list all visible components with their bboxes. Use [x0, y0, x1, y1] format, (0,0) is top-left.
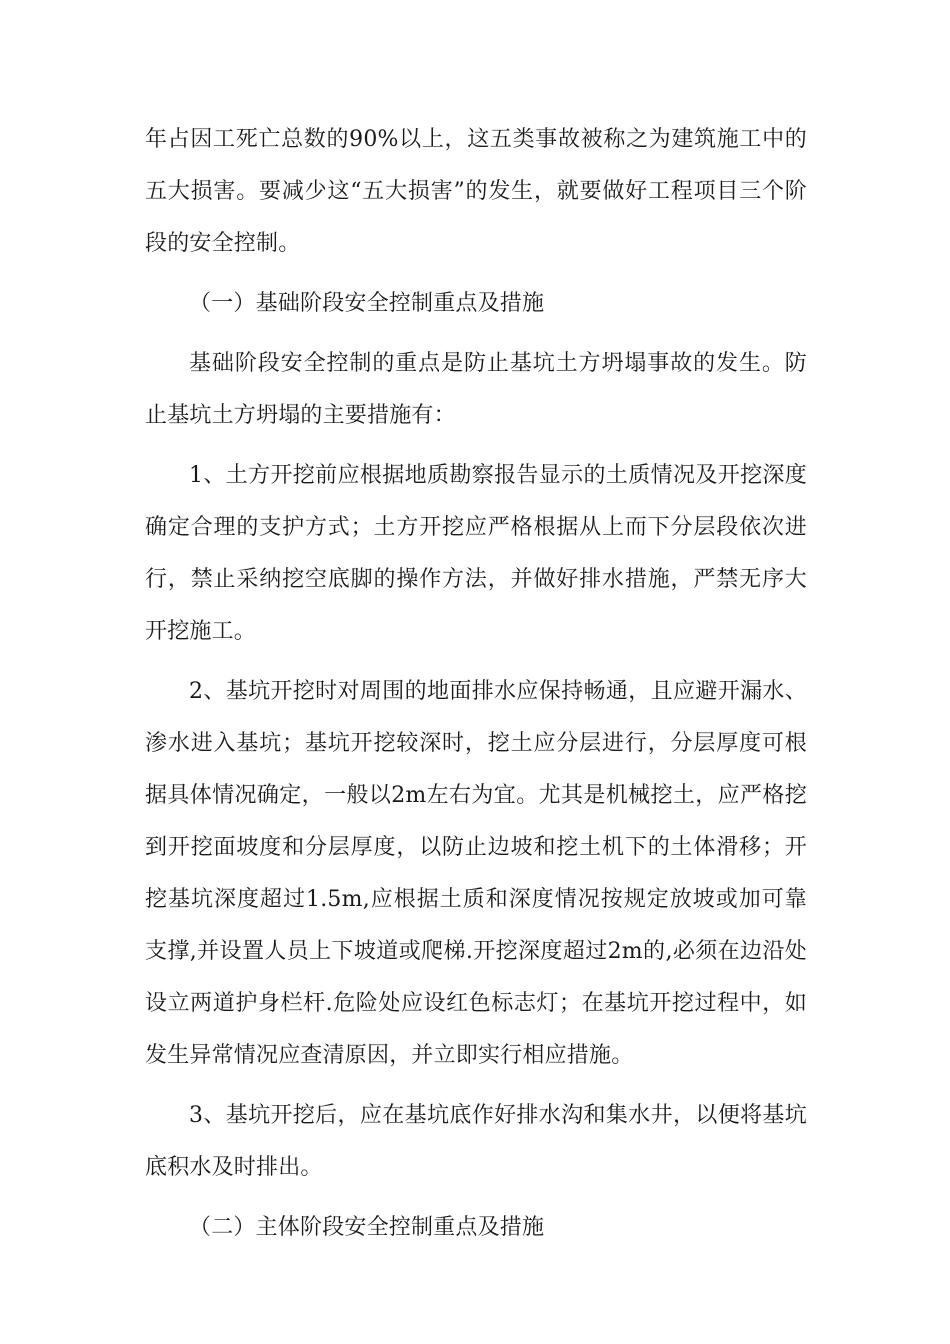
- paragraph-intro: 年占因工死亡总数的90%以上，这五类事故被称之为建筑施工中的五大损害。要减少这“五大损害”的发生，就要做好工程项目三个阶段的安全控制。: [145, 127, 807, 256]
- paragraph-foundation-focus: 基础阶段安全控制的重点是防止基坑土方坍塌事故的发生。防止基坑土方坍塌的主要措施有：: [145, 351, 807, 428]
- list-item-3: 3、基坑开挖后，应在基坑底作好排水沟和集水井，以便将基坑底积水及时排出。: [145, 1103, 807, 1180]
- list-item-1: 1、土方开挖前应根据地质勘察报告显示的土质情况及开挖深度确定合理的支护方式；土方开挖应严格根据从上而下分层段依次进行，禁止采纳挖空底脚的操作方法，并做好排水措施，严禁无序大开挖施工。: [145, 463, 807, 644]
- section-heading-foundation: （一）基础阶段安全控制重点及措施: [189, 291, 545, 316]
- list-item-2: 2、基坑开挖时对周围的地面排水应保持畅通，且应避开漏水、渗水进入基坑；基坑开挖较深时，挖土应分层进行，分层厚度可根据具体情况确定，一般以2m左右为宜。尤其是机械挖土，应严格挖到开挖面坡度和分层厚度，以防止边坡和挖土机下的土体滑移；开挖基坑深度超过1.5m,应根据土质和深度情况按规定放坡或加可靠支撑,并设置人员上下坡道或爬梯.开挖深度超过2m的,必须在边沿处设立两道护身栏杆.危险处应设红色标志灯；在基坑开挖过程中，如发生异常情况应查清原因，并立即实行相应措施。: [145, 679, 807, 1068]
- document-body: [145, 114, 807, 1262]
- section-heading-main-structure: （二）主体阶段安全控制重点及措施: [189, 1215, 545, 1240]
